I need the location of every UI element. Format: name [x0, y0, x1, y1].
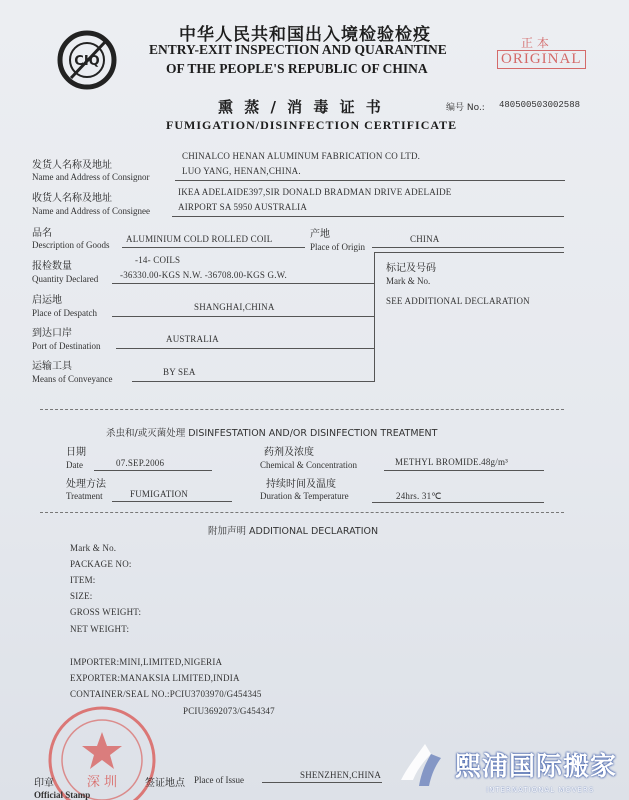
origin-label-en: Place of Origin	[310, 242, 365, 252]
marks-box-top	[374, 252, 564, 253]
marks-box-divider	[374, 252, 375, 382]
despatch-value: SHANGHAI,CHINA	[194, 302, 275, 312]
quantity-value-1: -14- COILS	[135, 255, 181, 265]
destination-value: AUSTRALIA	[166, 334, 219, 344]
duration-label-cn: 持续时间及温度	[266, 479, 336, 490]
additional-heading: 附加声明 ADDITIONAL DECLARATION	[208, 526, 379, 537]
consignee-rule	[172, 216, 564, 217]
cn-main-title: 中华人民共和国出入境检验检疫	[179, 25, 431, 45]
chemical-rule	[384, 470, 544, 471]
svg-text:CIQ: CIQ	[74, 54, 100, 69]
treatment-method-label-en: Treatment	[66, 491, 103, 501]
watermark-logo-icon	[395, 740, 455, 790]
chemical-value: METHYL BROMIDE.48g/m³	[395, 457, 509, 467]
destination-rule	[116, 348, 374, 349]
place-of-issue-value: SHENZHEN,CHINA	[300, 770, 382, 780]
goods-label-en: Description of Goods	[32, 240, 110, 250]
quantity-label-cn: 报检数量	[32, 261, 72, 272]
date-value: 07.SEP.2006	[116, 458, 165, 468]
consignee-value-2: AIRPORT SA 5950 AUSTRALIA	[178, 202, 308, 212]
container-seal-line-2: PCIU3692073/G454347	[183, 706, 275, 716]
quantity-rule	[112, 283, 374, 284]
consignor-rule	[175, 180, 565, 181]
consignee-label-en: Name and Address of Consignee	[32, 206, 150, 216]
marks-label-en: Mark & No.	[386, 276, 431, 286]
origin-rule	[372, 247, 564, 248]
place-of-issue-rule	[262, 782, 382, 783]
conveyance-value: BY SEA	[163, 367, 196, 377]
quantity-value-2: -36330.00-KGS N.W. -36708.00-KGS G.W.	[120, 270, 287, 280]
consignee-label-cn: 收货人名称及地址	[32, 193, 112, 204]
date-label-cn: 日期	[66, 447, 86, 458]
treatment-divider	[40, 409, 564, 410]
svg-text:深 圳: 深 圳	[86, 775, 118, 790]
place-of-issue-label-cn: 签证地点	[145, 778, 185, 789]
marks-value: SEE ADDITIONAL DECLARATION	[386, 296, 530, 306]
original-cn-mark: 正 本	[521, 36, 549, 50]
goods-value: ALUMINIUM COLD ROLLED COIL	[126, 234, 273, 244]
goods-rule	[122, 247, 305, 248]
origin-label-cn: 产地	[310, 229, 330, 240]
container-seal-line-1: CONTAINER/SEAL NO.:PCIU3703970/G454345	[70, 689, 262, 699]
consignor-value-1: CHINALCO HENAN ALUMINUM FABRICATION CO LTD.	[182, 151, 421, 161]
cert-no-value: 480500503002588	[499, 100, 581, 110]
en-title-line-2: OF THE PEOPLE'S REPUBLIC OF CHINA	[166, 61, 428, 76]
official-stamp-seal-icon	[40, 700, 160, 800]
watermark-brand-cn: 熙浦国际搬家	[455, 752, 618, 782]
duration-label-en: Duration & Temperature	[260, 491, 349, 501]
despatch-label-en: Place of Despatch	[32, 308, 97, 318]
addl-package-line: PACKAGE NO:	[70, 559, 132, 569]
treatment-heading: 杀虫和/或灭菌处理 DISINFESTATION AND/OR DISINFECTION TREATMENT	[106, 428, 438, 439]
destination-label-en: Port of Destination	[32, 341, 101, 351]
consignee-value-1: IKEA ADELAIDE397,SIR DONALD BRADMAN DRIVE ADELAIDE	[178, 187, 452, 197]
date-rule	[94, 470, 212, 471]
addl-gross-weight-line: GROSS WEIGHT:	[70, 607, 142, 617]
importer-line: IMPORTER:MINI,LIMITED,NIGERIA	[70, 657, 223, 667]
original-en-mark: ORIGINAL	[497, 50, 586, 69]
duration-rule	[372, 502, 544, 503]
exporter-line: EXPORTER:MANAKSIA LIMITED,INDIA	[70, 673, 240, 683]
destination-label-cn: 到达口岸	[32, 328, 72, 339]
place-of-issue-label-en: Place of Issue	[194, 775, 244, 785]
en-title-line-1: ENTRY-EXIT INSPECTION AND QUARANTINE	[149, 42, 447, 57]
treatment-method-rule	[112, 501, 232, 502]
despatch-rule	[112, 316, 374, 317]
cert-no-label: 编号 No.:	[446, 103, 485, 113]
conveyance-rule	[132, 381, 374, 382]
stamp-label-cn: 印章	[34, 778, 54, 789]
cert-title-cn: 熏 蒸 / 消 毒 证 书	[218, 98, 384, 116]
duration-value: 24hrs. 31℃	[396, 491, 442, 501]
origin-value: CHINA	[410, 234, 440, 244]
chemical-label-en: Chemical & Concentration	[260, 460, 357, 470]
conveyance-label-cn: 运输工具	[32, 361, 72, 372]
despatch-label-cn: 启运地	[32, 295, 62, 306]
stamp-label-en: Official Stamp	[34, 790, 91, 800]
conveyance-label-en: Means of Conveyance	[32, 374, 113, 384]
consignor-label-en: Name and Address of Consignor	[32, 172, 150, 182]
consignor-value-2: LUO YANG, HENAN,CHINA.	[182, 166, 301, 176]
watermark-brand-en: INTERNATIONAL MOVERS	[486, 786, 595, 794]
cert-title-en: FUMIGATION/DISINFECTION CERTIFICATE	[166, 118, 458, 132]
ciq-logo-icon	[57, 30, 117, 90]
treatment-method-label-cn: 处理方法	[66, 479, 106, 490]
addl-mark-line: Mark & No.	[70, 543, 117, 553]
goods-label-cn: 品名	[32, 228, 52, 239]
quantity-label-en: Quantity Declared	[32, 274, 99, 284]
additional-divider	[40, 512, 564, 513]
marks-label-cn: 标记及号码	[386, 263, 436, 274]
addl-net-weight-line: NET WEIGHT:	[70, 624, 130, 634]
addl-size-line: SIZE:	[70, 591, 93, 601]
addl-item-line: ITEM:	[70, 575, 96, 585]
consignor-label-cn: 发货人名称及地址	[32, 160, 112, 171]
treatment-method-value: FUMIGATION	[130, 489, 188, 499]
chemical-label-cn: 药剂及浓度	[264, 447, 314, 458]
date-label-en: Date	[66, 460, 83, 470]
